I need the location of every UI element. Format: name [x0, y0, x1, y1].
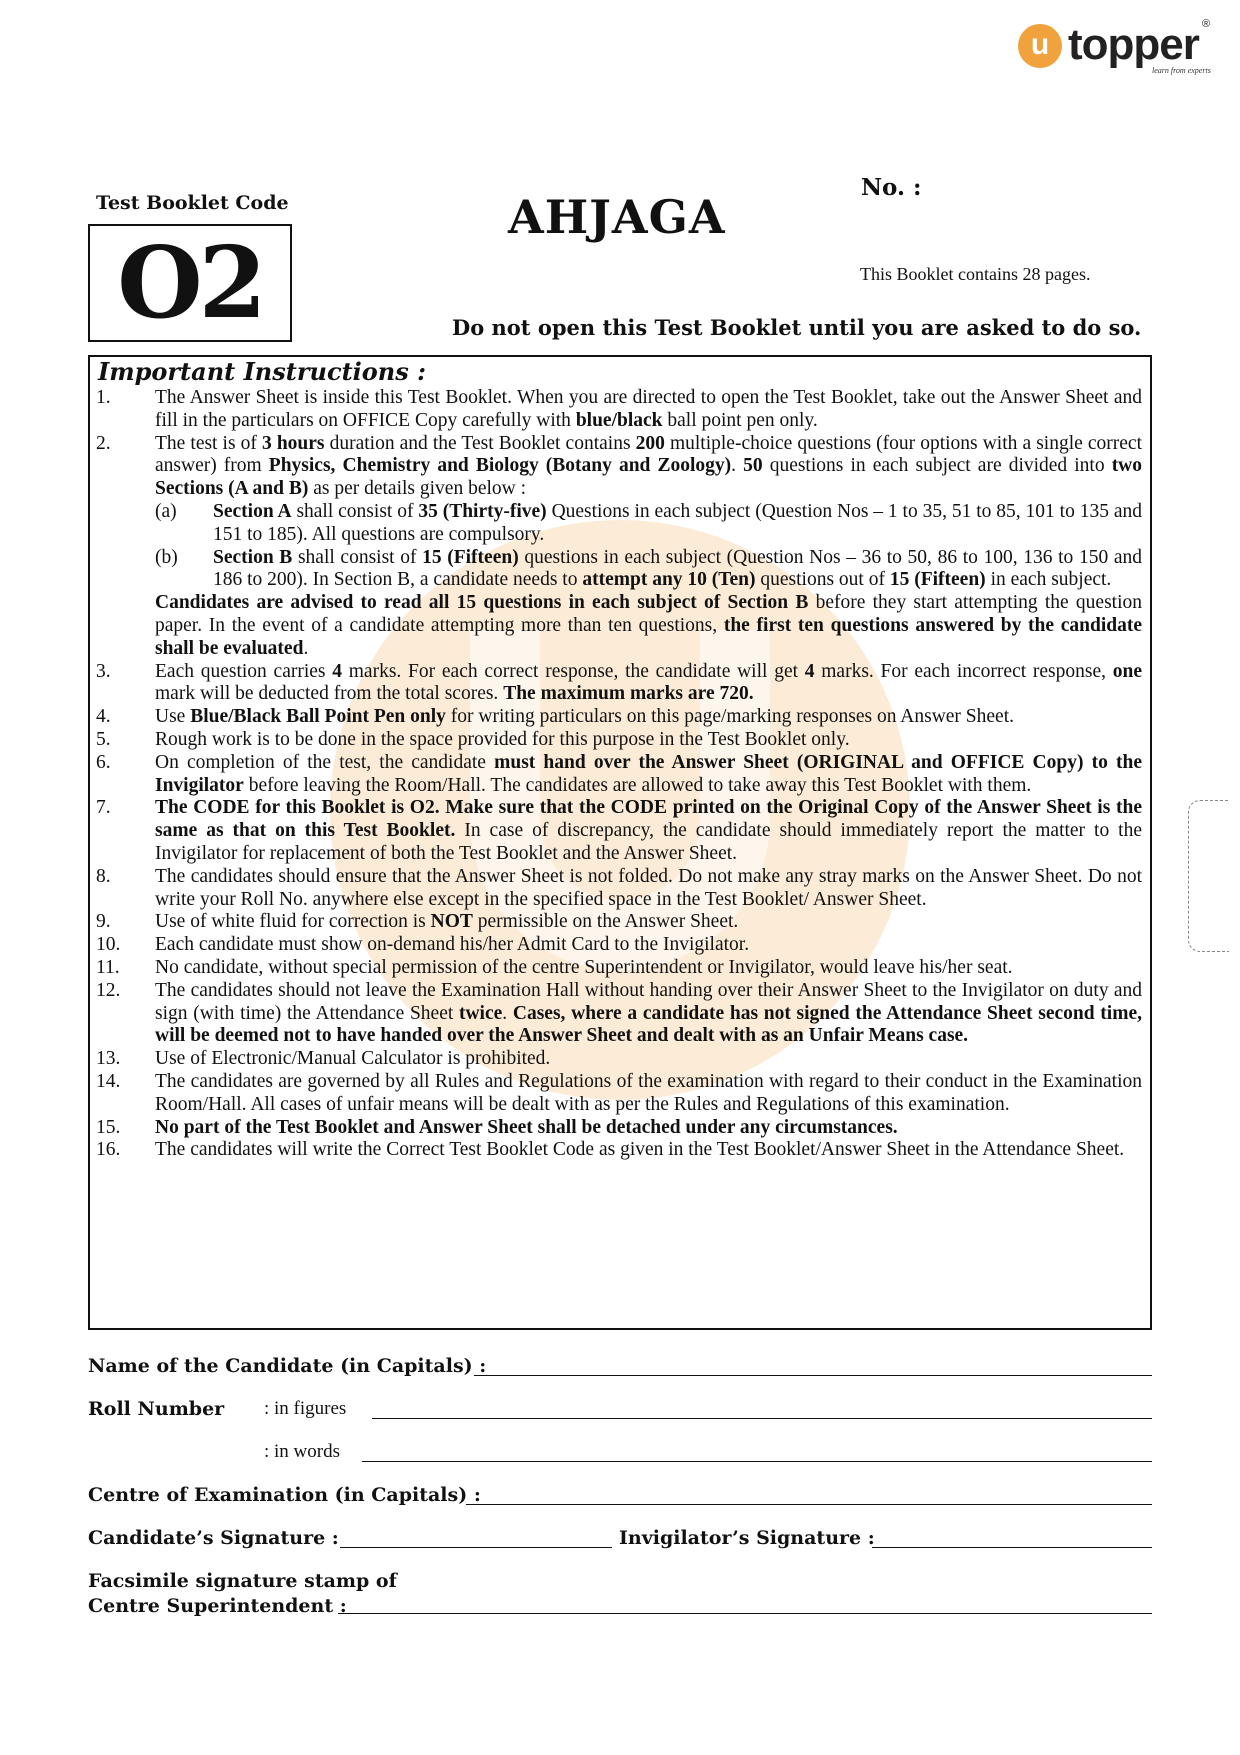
instruction-text: 3 hours	[261, 432, 325, 454]
instruction-text: In case of discrepancy, the candidate should immediately report the matter to the Invigilator for replacement of both the Test Booklet and the Answer Sheet.	[155, 820, 1142, 864]
item-number: 13.	[96, 1048, 121, 1070]
instruction-item	[90, 729, 1150, 752]
instruction-item	[90, 1117, 1150, 1140]
instruction-text: O2	[409, 797, 435, 819]
candidate-name-label: Name of the Candidate (in Capitals) :	[88, 1355, 487, 1377]
facsimile-label-1: Facsimile signature stamp of	[88, 1570, 397, 1592]
roll-figures-line[interactable]	[372, 1418, 1152, 1419]
logo-u-icon: u	[1018, 24, 1062, 68]
instruction-text: 4	[332, 660, 343, 682]
item-number: 4.	[96, 706, 111, 728]
instruction-text: .	[502, 1002, 513, 1024]
item-number: 3.	[96, 660, 111, 682]
instructions-box	[88, 355, 1152, 1330]
instructions-list	[90, 387, 1150, 1162]
booklet-code-label: Test Booklet Code	[96, 192, 289, 214]
instruction-text: attempt any 10 (Ten)	[582, 569, 756, 591]
instruction-item	[90, 934, 1150, 957]
instruction-text: No part of the Test Booklet and Answer Sheet shall be detached under any circumstances.	[155, 1116, 898, 1138]
instruction-text: Section B	[213, 546, 293, 568]
instruction-text: Rough work is to be done in the space provided for this purpose in the Test Booklet only.	[155, 728, 850, 750]
instruction-item	[90, 797, 1150, 865]
side-bracket-mark	[1188, 800, 1229, 952]
instruction-text: multiple-choice questions (four options with a single correct answer) from	[155, 432, 1142, 477]
instruction-item	[90, 980, 1150, 1048]
instruction-text: Cases, where a candidate has not signed the Attendance Sheet second time, will be deemed not to have handed over the Answer Sheet and dealt with as an Unfair Means case.	[155, 1002, 1142, 1047]
item-number: 1.	[96, 387, 111, 408]
instruction-text: the first ten questions answered by the candidate shall be evaluated	[155, 614, 1142, 659]
logo-name: topper	[1068, 20, 1199, 69]
do-not-open-notice: Do not open this Test Booklet until you are asked to do so.	[452, 315, 1142, 340]
instruction-item	[90, 866, 1150, 912]
instruction-text: marks. For each correct response, the candidate will get	[342, 660, 805, 682]
instruction-item	[90, 752, 1150, 798]
instruction-text: one	[1112, 660, 1142, 682]
roll-words-line[interactable]	[362, 1461, 1152, 1462]
instruction-item	[90, 661, 1150, 707]
instruction-text: Questions in each subject (Question Nos – 1 to 35, 51 to 85, 101 to 135 and 151 to 185). All questions are compulsory.	[213, 500, 1143, 545]
instruction-item	[90, 433, 1150, 501]
instruction-item	[90, 706, 1150, 729]
instruction-text: NOT	[430, 911, 473, 933]
item-number: 7.	[96, 797, 111, 819]
roll-figures-label: : in figures	[264, 1398, 347, 1419]
instruction-text: Use of white fluid for correction is	[155, 911, 431, 933]
roll-words-label: : in words	[264, 1441, 340, 1462]
instruction-text: Use of Electronic/Manual Calculator is prohibited.	[155, 1048, 551, 1070]
instruction-item	[90, 1071, 1150, 1117]
instruction-text: Each candidate must show on-demand his/her Admit Card to the Invigilator.	[155, 934, 750, 956]
instruction-text: The Answer Sheet is inside this Test Booklet. When you are directed to open the Test Booklet, take out the Answer Sheet and fill in the particulars on OFFICE Copy carefully with	[155, 387, 1142, 431]
instruction-text: before leaving the Room/Hall. The candidates are allowed to take away this Test Booklet with them.	[243, 774, 1032, 796]
instruction-text: questions in each subject (Question Nos – 36 to 50, 86 to 100, 136 to 150 and 186 to 200). In Section B, a candidate needs to	[213, 546, 1142, 591]
instruction-text: permissible on the Answer Sheet.	[472, 911, 739, 933]
instruction-item	[90, 592, 1150, 660]
instruction-text: questions in each subject are divided into	[762, 455, 1112, 477]
instruction-text: two Sections (A and B)	[155, 455, 1143, 500]
instruction-text: The candidates will write the Correct Test Booklet Code as given in the Test Booklet/Answer Sheet in the Attendance Sheet.	[155, 1139, 1125, 1161]
instruction-item	[90, 957, 1150, 980]
roll-number-label: Roll Number	[88, 1398, 225, 1420]
instruction-text: 200	[635, 432, 665, 454]
instruction-text: 15 (Fifteen)	[889, 569, 986, 591]
instruction-item	[90, 387, 1150, 433]
subitem-number: (b)	[155, 546, 178, 568]
booklet-code-box	[88, 224, 292, 342]
centre-label: Centre of Examination (in Capitals) :	[88, 1484, 481, 1506]
instruction-text: Blue/Black Ball Point Pen only	[190, 706, 446, 728]
invigilator-signature-label: Invigilator’s Signature :	[619, 1527, 875, 1549]
facsimile-label-2: Centre Superintendent :	[88, 1595, 347, 1617]
instruction-item	[90, 1048, 1150, 1071]
instruction-subitem	[155, 501, 1142, 547]
instruction-text: . Make sure that the CODE printed on the Original Copy of the Answer Sheet is the same as that on this Test Booklet.	[155, 797, 1142, 842]
instruction-subitem	[155, 547, 1142, 593]
item-number: 8.	[96, 865, 111, 887]
instruction-text: as per details given below :	[308, 478, 527, 500]
instructions-title: Important Instructions :	[98, 357, 426, 386]
brand-logo	[1018, 18, 1218, 78]
item-number: 2.	[96, 432, 111, 454]
instruction-text: must hand over the Answer Sheet (ORIGINAL and OFFICE Copy) to the Invigilator	[155, 751, 1142, 796]
instruction-text: duration and the Test Booklet contains	[324, 432, 636, 454]
instruction-text: before they start attempting the question paper. In the event of a candidate attempting more than ten questions,	[155, 592, 1142, 636]
instruction-text: 4	[804, 660, 815, 682]
instruction-text: twice	[458, 1002, 503, 1024]
pages-note: This Booklet contains 28 pages.	[860, 264, 1091, 284]
instruction-text: blue/black	[575, 409, 663, 431]
instruction-text: 50	[743, 455, 763, 477]
booklet-number-label: No. :	[861, 174, 922, 201]
instruction-text: ball point pen only.	[662, 409, 818, 431]
instruction-text: The test is of	[155, 432, 262, 454]
instruction-text: Candidates are advised to read all 15 questions in each subject of Section B	[155, 592, 809, 614]
instruction-text: marks. For each incorrect response,	[814, 660, 1113, 682]
logo-tagline: learn from experts	[1152, 66, 1211, 75]
instruction-text: .	[303, 637, 309, 659]
instruction-text: No candidate, without special permission of the centre Superintendent or Invigilator, would leave his/her seat.	[155, 956, 1013, 978]
instruction-item	[90, 547, 1150, 593]
item-number: 14.	[96, 1070, 121, 1092]
instruction-text: shall consist of	[291, 500, 419, 522]
instruction-text: Section A	[213, 500, 292, 522]
instruction-text: On completion of the test, the candidate	[155, 751, 495, 773]
instruction-text: 15 (Fifteen)	[422, 546, 519, 568]
item-number: 15.	[96, 1116, 121, 1138]
instruction-text: mark will be deducted from the total scores.	[155, 683, 504, 705]
item-number: 10.	[96, 934, 121, 956]
item-number: 12.	[96, 979, 121, 1001]
instruction-text: shall consist of	[292, 546, 423, 568]
instruction-text: questions out of	[755, 569, 890, 591]
instruction-text: The maximum marks are 720.	[503, 683, 754, 705]
instruction-text: The CODE for this Booklet is	[155, 797, 410, 819]
item-number: 6.	[96, 751, 111, 773]
instruction-text: The candidates should not leave the Examination Hall without handing over their Answer Sheet to the Invigilator on duty and sign (with time) the Attendance Sheet	[155, 979, 1142, 1024]
instruction-text: Each question carries	[155, 660, 333, 682]
item-number: 11.	[96, 956, 120, 978]
registered-mark: ®	[1202, 18, 1211, 30]
candidate-signature-line[interactable]	[340, 1547, 612, 1548]
instruction-text: .	[731, 455, 744, 477]
instruction-text: 35 (Thirty-five)	[418, 500, 547, 522]
item-number: 16.	[96, 1139, 121, 1161]
subitem-number: (a)	[155, 500, 177, 522]
facsimile-line[interactable]	[338, 1613, 1152, 1614]
paper-title: AHJAGA	[508, 190, 726, 244]
instruction-text: The candidates should ensure that the Answer Sheet is not folded. Do not make any stray marks on the Answer Sheet. Do not write your Roll No. anywhere else except in the specified space in the Test Booklet/ Answer Sheet.	[155, 865, 1142, 910]
instruction-text: Physics, Chemistry and Biology (Botany and Zoology)	[268, 455, 732, 477]
instruction-item	[90, 501, 1150, 547]
instruction-item	[90, 1139, 1150, 1162]
candidate-signature-label: Candidate’s Signature :	[88, 1527, 339, 1549]
candidate-name-line[interactable]	[474, 1375, 1152, 1376]
instruction-text: Use	[155, 706, 191, 728]
instruction-text: The candidates are governed by all Rules and Regulations of the examination with regard to their conduct in the Examination Room/Hall. All cases of unfair means will be dealt with as per the Rules and Regulations of this examination.	[155, 1070, 1142, 1115]
item-number: 5.	[96, 728, 111, 750]
instruction-text: for writing particulars on this page/marking responses on Answer Sheet.	[445, 706, 1014, 728]
item-number: 9.	[96, 911, 111, 933]
centre-line[interactable]	[466, 1504, 1152, 1505]
booklet-code: O2	[117, 226, 263, 341]
instruction-text: in each subject.	[985, 569, 1112, 591]
instruction-item	[90, 911, 1150, 934]
invigilator-signature-line[interactable]	[872, 1547, 1152, 1548]
